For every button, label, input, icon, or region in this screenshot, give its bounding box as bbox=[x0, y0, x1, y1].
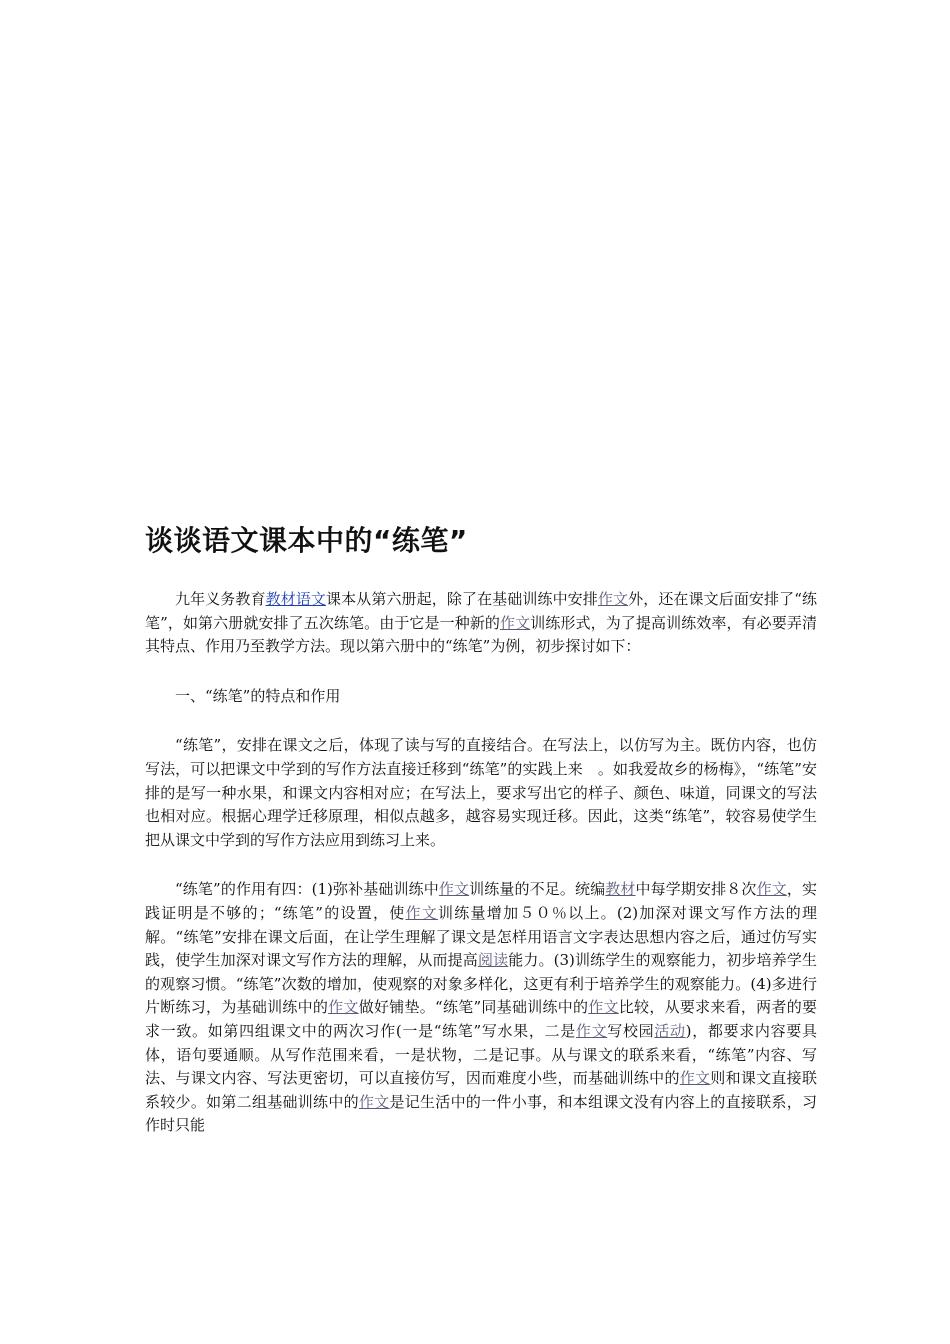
paragraph-text: “练笔”，安排在课文之后，体现了读与写的直接结合。在写法上，以仿写为主。既仿内容，也仿写法，可以把课文中学到的写作方法直接迁移到“练笔”的实践上来 。如我爱故乡的杨梅》，“练笔”安排的是写一种水果，和课文内容相对应；在写法上，要求写出它的样子、颜色、味道，同课文的写法也相对应。根据心理学迁移原理，相似点越多，越容易实现迁移。因此，这类“练笔”，较容易使学生把从课文中学到的写作方法应用到练习上来。 bbox=[145, 736, 817, 849]
paragraph-text: 训练量增加５０％以上。(2)加深对课文写作方法的理解。“练笔”安排在课文后面，在让学生理解了课文是怎样用语言文字表达思想内容之后，通过仿写实践，使学生加深对课文写作方法的理解，从而提高 bbox=[145, 903, 817, 970]
paragraph-text: 则和课文直接联系较少。如第二组基础训练中的 bbox=[145, 1069, 817, 1111]
document-title: 谈谈语文课本中的“练笔” bbox=[145, 524, 468, 557]
keyword-link[interactable]: 作文 bbox=[756, 880, 787, 899]
paragraph-text: ，实践证明是不够的；“练笔”的设置，使 bbox=[145, 880, 817, 922]
document-body bbox=[145, 588, 817, 1164]
keyword-link[interactable]: 作文 bbox=[405, 903, 439, 922]
keyword-link[interactable]: 作文 bbox=[358, 1092, 390, 1111]
paragraph-text: 能力。(3)训练学生的观察能力，初步培养学生的观察习惯。“练笔”次数的增加，使观察的对象多样化，这更有利于培养学生的观察能力。(4)多进行片断练习，为基础训练中的 bbox=[145, 951, 817, 1017]
paragraph-text: 训练量的不足。统编 bbox=[469, 880, 606, 899]
paragraph-text: 比较，从要求来看，两者的要求一致。如第四组课文中的两次习作(一是“练笔”写水果，二是 bbox=[145, 998, 817, 1040]
paragraph-text: “练笔”的作用有四：(1)弥补基础训练中 bbox=[175, 880, 439, 899]
paragraph-text: 中每学期安排８次 bbox=[635, 880, 757, 899]
paragraph-text: 是记生活中的一件小事，和本组课文没有内容上的直接联系，习作时只能 bbox=[145, 1092, 817, 1135]
keyword-link[interactable]: 作文 bbox=[328, 998, 359, 1017]
keyword-link[interactable]: 作文 bbox=[597, 590, 629, 608]
keyword-link[interactable]: 教材 bbox=[605, 880, 636, 899]
keyword-link[interactable]: 活动 bbox=[654, 1021, 686, 1040]
keyword-link[interactable]: 阅读 bbox=[477, 951, 509, 970]
paragraph-text: 外，还在课文后面安排了“练笔”，如第六册就安排了五次练笔。由于它是一种新的 bbox=[145, 590, 817, 632]
keyword-link[interactable]: 作文 bbox=[679, 1069, 711, 1088]
paragraph-text: 训练形式，为了提高训练效率，有必要弄清其特点、作用乃至教学方法。现以第六册中的“练笔”为例，初步探讨如下： bbox=[145, 613, 817, 656]
keyword-link[interactable]: 作文 bbox=[575, 1021, 608, 1040]
keyword-link[interactable]: 作文 bbox=[588, 998, 619, 1017]
paragraph-text: )，都要求内容要具体，语句要通顺。从写作范围来看，一是状物，二是记事。从与课文的联系来看，“练笔”内容、写法、与课文内容、写法更密切，可以直接仿写，因而难度小些，而基础训练中的 bbox=[145, 1021, 817, 1088]
paragraph-text: 课本从第六册起，除了在基础训练中安排 bbox=[326, 590, 598, 608]
paragraph-text: 一、“练笔”的特点和作用 bbox=[175, 686, 341, 705]
section-heading-1 bbox=[145, 685, 817, 709]
paragraph-functions bbox=[145, 878, 817, 1138]
paragraph-text: 九年义务教育 bbox=[175, 590, 266, 608]
keyword-link[interactable]: 作文 bbox=[438, 880, 470, 899]
keyword-link[interactable]: 教材语文 bbox=[265, 590, 327, 608]
paragraph-features bbox=[145, 734, 817, 852]
keyword-link[interactable]: 作文 bbox=[500, 613, 531, 632]
paragraph-text: 做好铺垫。“练笔”同基础训练中的 bbox=[358, 998, 589, 1017]
paragraph-text: 写校园 bbox=[607, 1021, 655, 1040]
paragraph-intro bbox=[145, 588, 817, 659]
